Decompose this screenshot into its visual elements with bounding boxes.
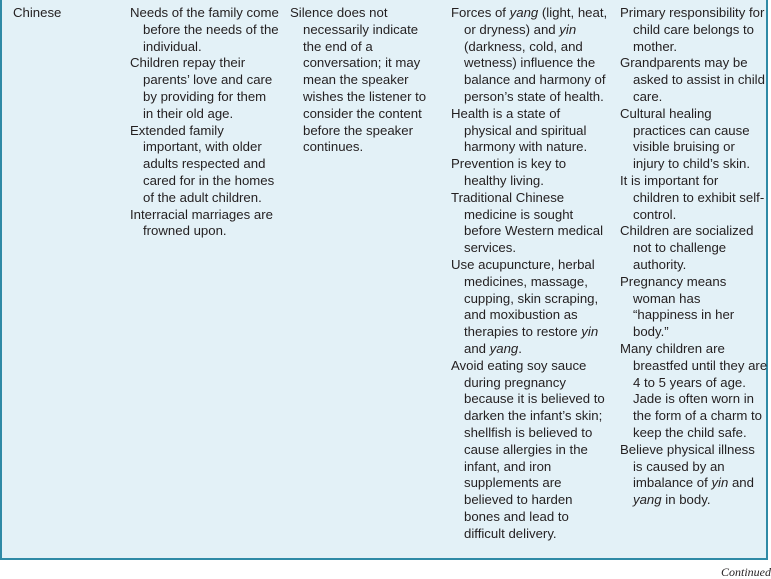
health-beliefs-item: Avoid eating soy sauce during pregnancy because it is believed to darken the infant’s skin; shellfish is believed to cause allergies in the infant, and iron supplements are believed to harden bones and lead to difficult delivery. (451, 357, 605, 541)
family-roles-cell (130, 5, 280, 240)
family-roles-item: Extended family important, with older adults respected and cared for in the homes of the adult children. (130, 122, 275, 205)
family-roles-item: Children repay their parents’ love and care by providing for them in their old age. (130, 55, 273, 121)
child-rearing-cell (620, 5, 768, 509)
health-beliefs-item: Forces of yang (light, heat, or dryness) and yin (darkness, cold, and wetness) influence the balance and harmony of person’s state of health. (451, 5, 608, 104)
child-rearing-item: Primary responsibility for child care belongs to mother. (620, 5, 765, 54)
health-beliefs-item: Health is a state of physical and spiritual harmony with nature. (451, 105, 588, 155)
health-beliefs-item: Traditional Chinese medicine is sought before Western medical services. (451, 189, 604, 256)
family-roles-item: Needs of the family come before the needs of the individual. (130, 5, 279, 54)
child-rearing-item: Believe physical illness is caused by an imbalance of yin and yang in body. (620, 441, 755, 508)
child-rearing-item: Grandparents may be asked to assist in child care. (620, 55, 765, 104)
health-beliefs-item: Prevention is key to healthy living. (451, 156, 567, 188)
child-rearing-item: Cultural healing practices can cause visible bruising or injury to child’s skin. (620, 105, 751, 172)
group-name: Chinese (13, 5, 62, 20)
communication-cell (290, 5, 440, 156)
communication-item: Silence does not necessarily indicate the end of a conversation; it may mean the speaker wishes the listener to consider the content before the speaker continues. (290, 5, 427, 155)
health-beliefs-item: Use acupuncture, herbal medicines, massage, cupping, skin scraping, and moxibustion as therapies to restore yin and yang. (451, 256, 599, 356)
continued-label: Continued (721, 565, 771, 579)
child-rearing-item: Pregnancy means woman has “happiness in her body.” (620, 273, 735, 340)
child-rearing-item: Many children are breastfed until they are 4 to 5 years of age. Jade is often worn in the form of a charm to keep the child safe. (620, 340, 768, 440)
family-roles-item: Interracial marriages are frowned upon. (130, 206, 273, 239)
health-beliefs-cell (451, 5, 609, 543)
group-cell (13, 5, 113, 22)
child-rearing-item: Children are socialized not to challenge authority. (620, 223, 754, 272)
child-rearing-item: It is important for children to exhibit self-control. (620, 172, 765, 222)
